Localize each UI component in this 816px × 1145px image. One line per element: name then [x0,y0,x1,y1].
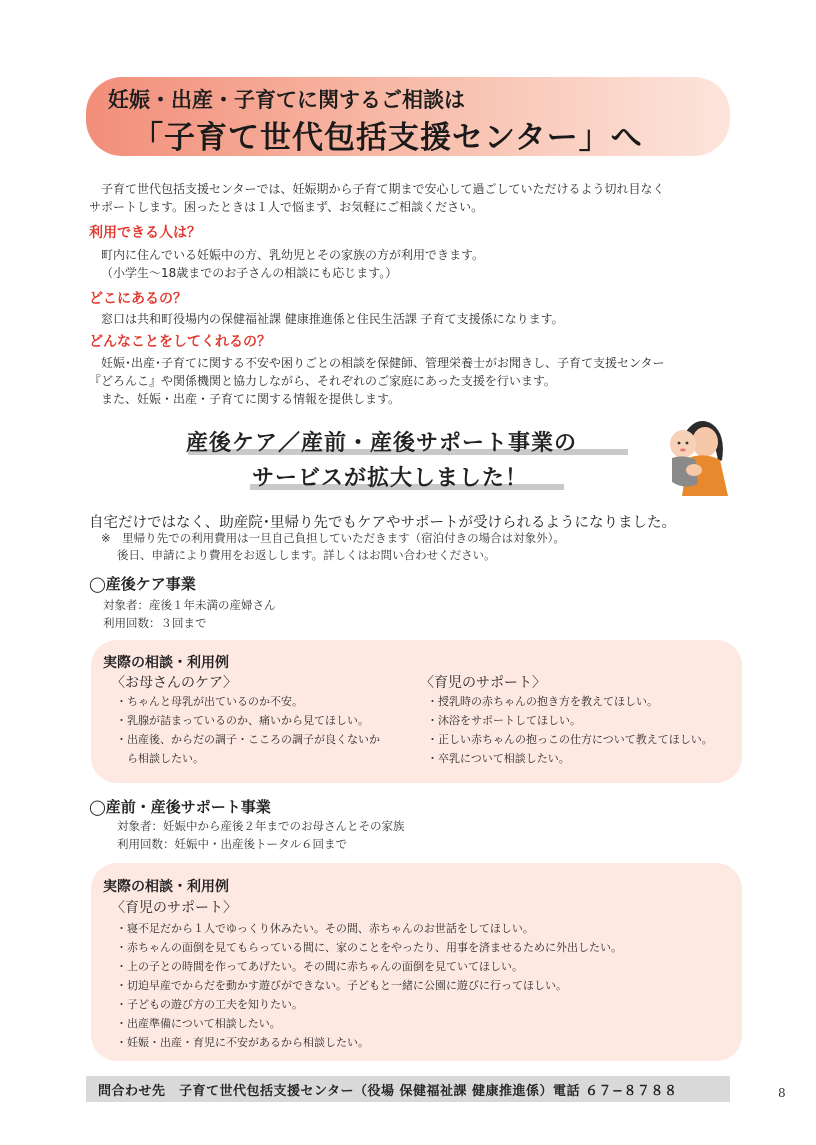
support-examples-title: 実際の相談・利用例 [103,879,229,895]
postnatal-left-list [116,692,380,768]
list-item: ・子どもの遊び方の工夫を知りたい。 [116,998,303,1011]
support-target: 対象者：妊娠中から産後２年までのお母さんとその家族 [117,819,405,833]
page-number: 8 [778,1086,786,1100]
qa-what-line-1: 妊娠･出産･子育てに関する不安や困りごとの相談を保健師、管理栄養士がお聞きし、子育て支援センター [101,356,665,370]
list-item: ・寝不足だから１人でゆっくり休みたい。その間、赤ちゃんのお世話をしてほしい。 [116,922,534,935]
postnatal-care-target: 対象者：産後１年未満の産婦さん [103,598,276,612]
qa-heading-who: 利用できる人は？ [89,225,201,241]
header-title: 「子育て世代包括支援センター」へ [132,120,643,156]
intro-line-2: サポートします。困ったときは１人で悩まず、お気軽にご相談ください。 [89,200,484,214]
list-item: ・妊娠・出産・育児に不安があるから相談したい。 [116,1036,369,1049]
postnatal-right-list [427,692,713,768]
list-item: ・ちゃんと母乳が出ているのか不安。 [116,695,303,708]
list-item: ・卒乳について相談したい。 [427,752,570,765]
support-list [116,919,622,1052]
qa-who-line-2: （小学生〜18歳までのお子さんの相談にも応じます。） [101,266,398,280]
list-item: ・出産後、からだの調子・こころの調子が良くないか [116,733,380,746]
qa-heading-what: どんなことをしてくれるの？ [89,334,271,350]
qa-what-line-2: 『どろんこ』や関係機関と協力しながら、それぞれのご家庭にあった支援を行います。 [89,374,556,388]
header-subtitle: 妊娠・出産・子育てに関するご相談は [108,88,465,112]
service-note-line-1: ※ 里帰り先での利用費用は一旦自己負担していただきます（宿泊付きの場合は対象外）。 [101,531,565,545]
support-heading: ◯産前・産後サポート事業 [89,798,271,816]
list-item: ・切迫早産でからだを動かす遊びができない。子どもと一緒に公園に遊びに行ってほしい。 [116,979,567,992]
postnatal-right-subtitle: 〈育児のサポート〉 [420,675,546,691]
qa-heading-where: どこにあるの？ [89,291,187,307]
list-item: ・沐浴をサポートしてほしい。 [427,714,581,727]
list-item: ・赤ちゃんの面倒を見てもらっている間に、家のことをやったり、用事を済ませるために外出したい。 [116,941,622,954]
service-note-line-2: 後日、申請により費用をお返しします。詳しくはお問い合わせください。 [117,548,496,562]
list-item: ・授乳時の赤ちゃんの抱き方を教えてほしい。 [427,695,658,708]
qa-what-line-3: また、妊娠・出産・子育てに関する情報を提供します。 [101,392,401,406]
service-title-line-1: 産後ケア／産前・産後サポート事業の [186,431,578,456]
contact-info: 問合わせ先 子育て世代包括支援センター（役場 保健福祉課 健康推進係）電話 ６７−８７８８ [98,1084,678,1099]
service-lead: 自宅だけではなく、助産院･里帰り先でもケアやサポートが受けられるようになりました。 [89,515,676,531]
support-count: 利用回数：妊娠中・出産後トータル６回まで [117,837,347,851]
postnatal-examples-title: 実際の相談・利用例 [103,655,229,671]
support-subtitle: 〈育児のサポート〉 [111,900,237,916]
postnatal-left-subtitle: 〈お母さんのケア〉 [111,675,237,691]
postnatal-care-count: 利用回数：３回まで [103,616,207,630]
list-item: ・乳腺が詰まっているのか、痛いから見てほしい。 [116,714,369,727]
list-item: ・上の子との時間を作ってあげたい。その間に赤ちゃんの面倒を見ていてほしい。 [116,960,523,973]
qa-where-line-1: 窓口は共和町役場内の保健福祉課 健康推進係と住民生活課 子育て支援係になります。 [101,312,564,326]
service-title-line-2: サービスが拡大しました！ [252,466,529,491]
list-item: ・出産準備について相談したい。 [116,1017,281,1030]
list-item: ら相談したい。 [116,752,204,765]
intro-line-1: 子育て世代包括支援センターでは、妊娠期から子育て期まで安心して過ごしていただけるよう切れ目なく [101,182,665,196]
mother-baby-illustration [658,408,732,498]
postnatal-care-heading: ◯産後ケア事業 [89,575,196,593]
qa-who-line-1: 町内に住んでいる妊娠中の方、乳幼児とその家族の方が利用できます。 [101,248,485,262]
list-item: ・正しい赤ちゃんの抱っこの仕方について教えてほしい。 [427,733,713,746]
